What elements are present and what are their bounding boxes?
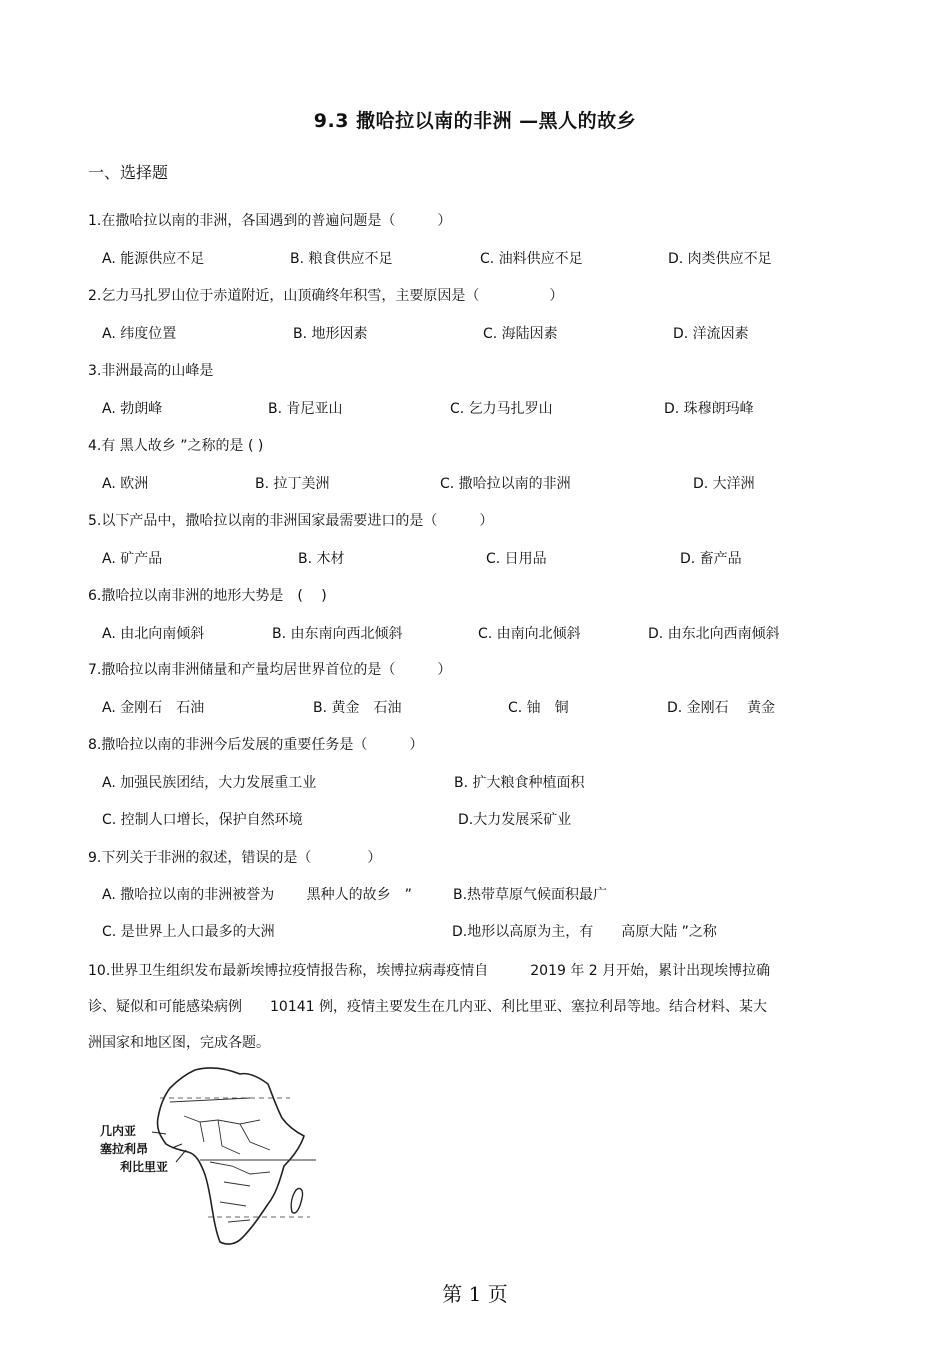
question-9: 9.下列关于非洲的叙述，错误的是（ ）: [88, 850, 382, 866]
q4-option-b: B. 拉丁美洲: [255, 476, 330, 492]
q9-option-a: A. 撒哈拉以南的非洲被誉为 黑种人的故乡 ”: [102, 887, 412, 903]
q1-option-a: A. 能源供应不足: [102, 251, 205, 267]
q6-option-b: B. 由东南向西北倾斜: [272, 626, 403, 642]
q1-option-b: B. 粮食供应不足: [290, 251, 393, 267]
question-10-line-2: 诊、疑似和可能感染病例 10141 例，疫情主要发生在几内亚、利比里亚、塞拉利昂等地。结合材料、某大: [88, 999, 767, 1015]
q1-option-d: D. 肉类供应不足: [668, 251, 772, 267]
q7-option-b: B. 黄金 石油: [313, 700, 402, 716]
q9-option-c: C. 是世界上人口最多的大洲: [102, 924, 275, 940]
q9-option-b: B.热带草原气候面积最广: [453, 887, 608, 903]
question-6: 6.撒哈拉以南非洲的地形大势是 ( ): [88, 588, 327, 604]
q5-option-a: A. 矿产品: [102, 551, 163, 567]
question-1: 1.在撒哈拉以南的非洲，各国遇到的普遍问题是（ ）: [88, 213, 452, 229]
question-10-line-1: 10.世界卫生组织发布最新埃博拉疫情报告称，埃博拉病毒疫情自 2019 年 2 月开始，累计出现埃博拉确: [88, 963, 771, 979]
q5-option-d: D. 畜产品: [680, 551, 742, 567]
q1-option-c: C. 油料供应不足: [480, 251, 583, 267]
q2-option-a: A. 纬度位置: [102, 326, 177, 342]
q5-option-b: B. 木材: [298, 551, 345, 567]
q2-option-c: C. 海陆因素: [483, 326, 558, 342]
q8-option-a: A. 加强民族团结，大力发展重工业: [102, 775, 317, 791]
question-8: 8.撒哈拉以南的非洲今后发展的重要任务是（ ）: [88, 737, 424, 753]
africa-map-outline: [100, 1062, 330, 1252]
q8-option-c: C. 控制人口增长，保护自然环境: [102, 812, 303, 828]
q3-option-c: C. 乞力马扎罗山: [450, 401, 553, 417]
q7-option-a: A. 金刚石 石油: [102, 700, 205, 716]
q3-option-a: A. 勃朗峰: [102, 401, 163, 417]
q6-option-d: D. 由东北向西南倾斜: [648, 626, 780, 642]
question-5: 5.以下产品中，撒哈拉以南的非洲国家最需要进口的是（ ）: [88, 513, 494, 529]
page-title: 9.3 撒哈拉以南的非洲 —黑人的故乡: [313, 110, 637, 132]
question-2: 2.乞力马扎罗山位于赤道附近，山顶确终年积雪，主要原因是（ ）: [88, 288, 564, 304]
q6-option-c: C. 由南向北倾斜: [478, 626, 581, 642]
q9-option-d: D.地形以高原为主，有 高原大陆 ”之称: [452, 924, 717, 940]
question-3: 3.非洲最高的山峰是: [88, 363, 214, 379]
q7-option-c: C. 铀 铜: [508, 700, 569, 716]
question-10-line-3: 洲国家和地区图，完成各题。: [88, 1035, 270, 1051]
map-label-sierra-leone: 塞拉利昂: [100, 1142, 149, 1156]
q4-option-a: A. 欧洲: [102, 476, 149, 492]
q3-option-b: B. 肯尼亚山: [268, 401, 343, 417]
q4-option-c: C. 撒哈拉以南的非洲: [440, 476, 571, 492]
page-number: 第 1 页: [442, 1282, 508, 1306]
q2-option-b: B. 地形因素: [293, 326, 368, 342]
africa-map-figure: [100, 1062, 330, 1252]
q3-option-d: D. 珠穆朗玛峰: [664, 401, 754, 417]
q8-option-b: B. 扩大粮食种植面积: [454, 775, 585, 791]
q5-option-c: C. 日用品: [486, 551, 547, 567]
question-4: 4.有 黑人故乡 ”之称的是 ( ): [88, 438, 264, 454]
q8-option-d: D.大力发展采矿业: [458, 812, 572, 828]
map-label-liberia: 利比里亚: [120, 1160, 169, 1174]
section-heading: 一、选择题: [88, 163, 169, 182]
question-7: 7.撒哈拉以南非洲储量和产量均居世界首位的是（ ）: [88, 662, 452, 678]
q2-option-d: D. 洋流因素: [673, 326, 749, 342]
map-label-guinea: 几内亚: [100, 1124, 137, 1138]
q6-option-a: A. 由北向南倾斜: [102, 626, 205, 642]
q7-option-d: D. 金刚石 黄金: [667, 700, 776, 716]
q4-option-d: D. 大洋洲: [693, 476, 755, 492]
